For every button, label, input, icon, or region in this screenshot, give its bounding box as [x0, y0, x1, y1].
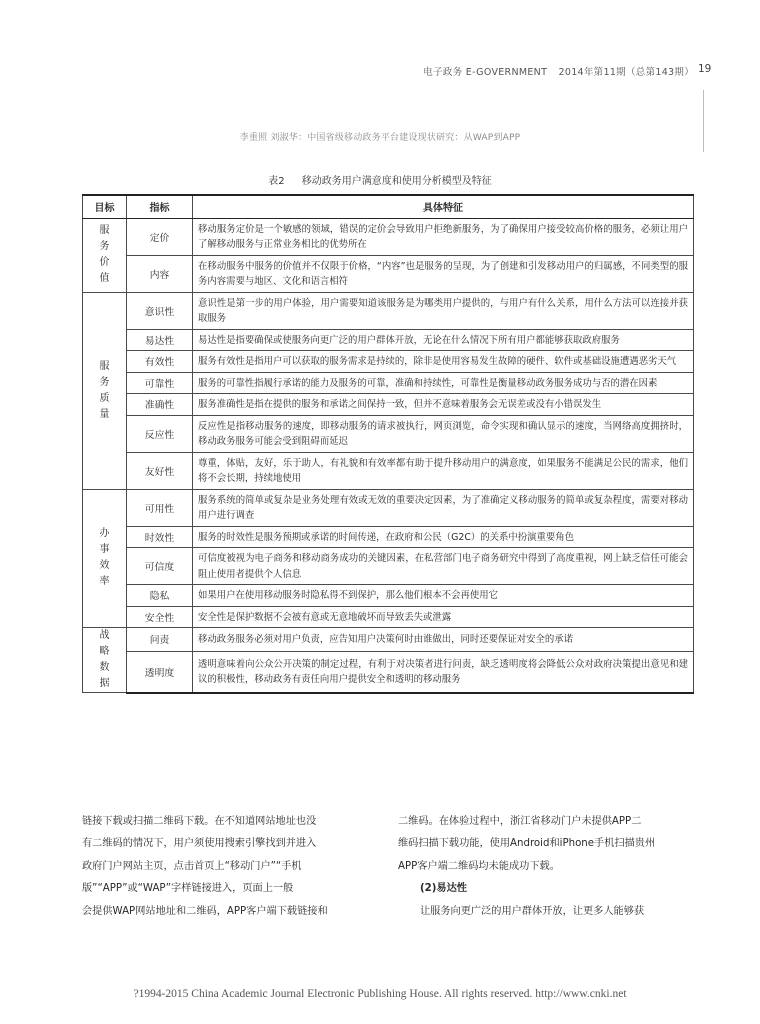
indicator-cell: 反应性	[127, 415, 193, 452]
indicator-cell: 可靠性	[127, 372, 193, 394]
page-number: 19	[698, 63, 712, 75]
category-cell	[83, 489, 127, 628]
table-row	[83, 452, 694, 489]
indicator-cell: 有效性	[127, 351, 193, 373]
journal-info	[415, 64, 694, 78]
feature-cell: 服务的时效性是服务预期或承诺的时间传递，在政府和公民（G2C）的关系中扮演重要角色	[193, 526, 694, 548]
body-line: 会提供WAP网站地址和二维码，APP客户端下载链接和	[82, 905, 328, 917]
indicator-cell: 可用性	[127, 489, 193, 526]
category-char: 质	[99, 392, 110, 404]
table-row	[83, 585, 694, 607]
table-row	[83, 292, 694, 329]
table-title: 移动政务用户满意度和使用分析模型及特征	[301, 176, 492, 187]
header-indicator: 指标	[127, 195, 193, 218]
indicator-cell: 透明度	[127, 651, 193, 692]
table-row	[83, 351, 694, 373]
feature-cell: 移动服务定价是一个敏感的领域，错误的定价会导致用户拒绝新服务，为了确保用户接受较高价格的服务，必须让用户了解移动服务与正常业务相比的优势所在	[193, 218, 694, 255]
indicator-cell: 安全性	[127, 606, 193, 628]
indicator-cell: 定价	[127, 218, 193, 255]
feature-cell: 透明意味着向公众公开决策的制定过程，有利于对决策者进行问责，缺乏透明度将会降低公众对政府决策提出意见和建议的积极性，移动政务有责任向用户提供安全和透明的移动服务	[193, 651, 694, 692]
category-char: 价	[99, 257, 110, 268]
category-cell	[83, 628, 127, 693]
table-row	[83, 394, 694, 416]
feature-cell: 可信度被视为电子商务和移动商务成功的关键因素，在私营部门电子商务研究中得到了高度重视，网上缺乏信任可能会阻止使用者提供个人信息	[193, 548, 694, 585]
body-line: 版”“APP”或“WAP”字样链接进入，页面上一般	[82, 883, 294, 895]
table-row	[83, 651, 694, 692]
indicator-cell: 隐私	[127, 585, 193, 607]
indicator-cell: 内容	[127, 255, 193, 292]
satisfaction-model-table	[82, 194, 694, 694]
table-row	[83, 255, 694, 292]
body-line: 让服务向更广泛的用户群体开放，让更多人能够获	[420, 905, 645, 917]
body-line: 二维码。在体验过程中，浙江省移动门户未提供APP二	[398, 816, 642, 827]
category-char: 数	[99, 662, 110, 673]
category-char: 服	[99, 360, 110, 372]
table-row	[83, 526, 694, 548]
category-cell	[83, 292, 127, 489]
feature-cell: 意识性是第一步的用户体验，用户需要知道该服务是为哪类用户提供的，与用户有什么关系，用什么方法可以连接并获取服务	[193, 292, 694, 329]
table-row	[83, 628, 694, 652]
indicator-cell: 时效性	[127, 526, 193, 548]
category-char: 效	[99, 560, 110, 572]
feature-cell: 尊重，体贴，友好，乐于助人，有礼貌和有效率都有助于提升移动用户的满意度，如果服务不能满足公民的需求，他们将不会长期，持续地使用	[193, 452, 694, 489]
table-row	[83, 415, 694, 452]
category-char: 值	[99, 273, 110, 284]
indicator-cell: 意识性	[127, 292, 193, 329]
table-row	[83, 606, 694, 628]
table-caption	[0, 172, 760, 187]
feature-cell: 反应性是指移动服务的速度，即移动服务的请求被执行，网页浏览，命令实现和确认显示的速度，当网络高度拥挤时，移动政务服务可能会受到阻碍而延迟	[193, 415, 694, 452]
body-line: 链接下载或扫描二维码下载。在不知道网站地址也没	[82, 816, 317, 827]
feature-cell: 移动政务服务必须对用户负责，应告知用户决策何时由谁做出，同时还要保证对安全的承诺	[193, 628, 694, 652]
category-char: 办	[99, 528, 110, 540]
body-line: 政府门户网站主页，点击首页上“移动门户”“手机	[82, 860, 302, 872]
section-subheading: (2)易达性	[420, 883, 467, 895]
feature-cell: 易达性是指要确保或使服务向更广泛的用户群体开放，无论在什么情况下所有用户都能够获取政府服务	[193, 329, 694, 351]
body-line: 维码扫描下载功能，使用Android和iPhone手机扫描贵州	[398, 838, 656, 850]
category-char: 略	[99, 646, 110, 657]
indicator-cell: 可信度	[127, 548, 193, 585]
category-char: 务	[99, 241, 110, 252]
body-line: APP客户端二维码均未能成功下载。	[398, 860, 560, 872]
table-number: 表2	[268, 176, 285, 187]
header-feature: 具体特征	[193, 195, 694, 218]
body-column-right	[398, 811, 695, 923]
body-column-left	[82, 811, 380, 923]
indicator-cell: 友好性	[127, 452, 193, 489]
journal-name: 电子政务 E-GOVERNMENT	[423, 67, 548, 78]
running-header	[0, 64, 760, 80]
table-row	[83, 372, 694, 394]
indicator-cell: 易达性	[127, 329, 193, 351]
table-row	[83, 329, 694, 351]
feature-cell: 在移动服务中服务的价值并不仅限于价格，“内容”也是服务的呈现，为了创建和引发移动用户的归属感，不同类型的服务内容需要与地区、文化和语言相符	[193, 255, 694, 292]
copyright-footer: ?1994-2015 China Academic Journal Electronic Publishing House. All rights reserved. http://www.cnki.net	[133, 988, 627, 1000]
authors-running-title: 李重照 刘淑华：中国省级移动政务平台建设现状研究：从WAP到APP	[239, 133, 521, 143]
header-goal: 目标	[83, 195, 127, 218]
feature-cell: 服务系统的简单或复杂是业务处理有效或无效的重要决定因素，为了准确定义移动服务的简单或复杂程度，需要对移动用户进行调查	[193, 489, 694, 526]
issue-info: 2014年第11期（总第143期）	[558, 67, 694, 78]
category-char: 量	[99, 408, 110, 420]
table-row	[83, 489, 694, 526]
category-char: 战	[99, 630, 110, 641]
category-char: 务	[99, 376, 110, 388]
table-row	[83, 218, 694, 255]
category-char: 率	[99, 576, 110, 588]
feature-cell: 服务的可靠性指履行承诺的能力及服务的可靠，准确和持续性，可靠性是衡量移动政务服务成功与否的潜在因素	[193, 372, 694, 394]
table-header-row	[83, 195, 694, 218]
feature-cell: 如果用户在使用移动服务时隐私得不到保护，那么他们根本不会再使用它	[193, 585, 694, 607]
body-line: 有二维码的情况下，用户须使用搜索引擎找到并进入	[82, 838, 317, 850]
category-char: 据	[99, 678, 110, 689]
feature-cell: 服务准确性是指在提供的服务和承诺之间保持一致，但并不意味着服务会无误差或没有小错误发生	[193, 394, 694, 416]
category-cell	[83, 218, 127, 292]
indicator-cell: 问责	[127, 628, 193, 652]
feature-cell: 服务有效性是指用户可以获取的服务需求是持续的，除非是使用容易发生故障的硬件、软件或基础设施遭遇恶劣天气	[193, 351, 694, 373]
category-char: 事	[99, 544, 110, 556]
category-char: 服	[99, 225, 110, 236]
feature-cell: 安全性是保护数据不会被有意或无意地破坏而导致丢失或泄露	[193, 606, 694, 628]
indicator-cell: 准确性	[127, 394, 193, 416]
table-row	[83, 548, 694, 585]
